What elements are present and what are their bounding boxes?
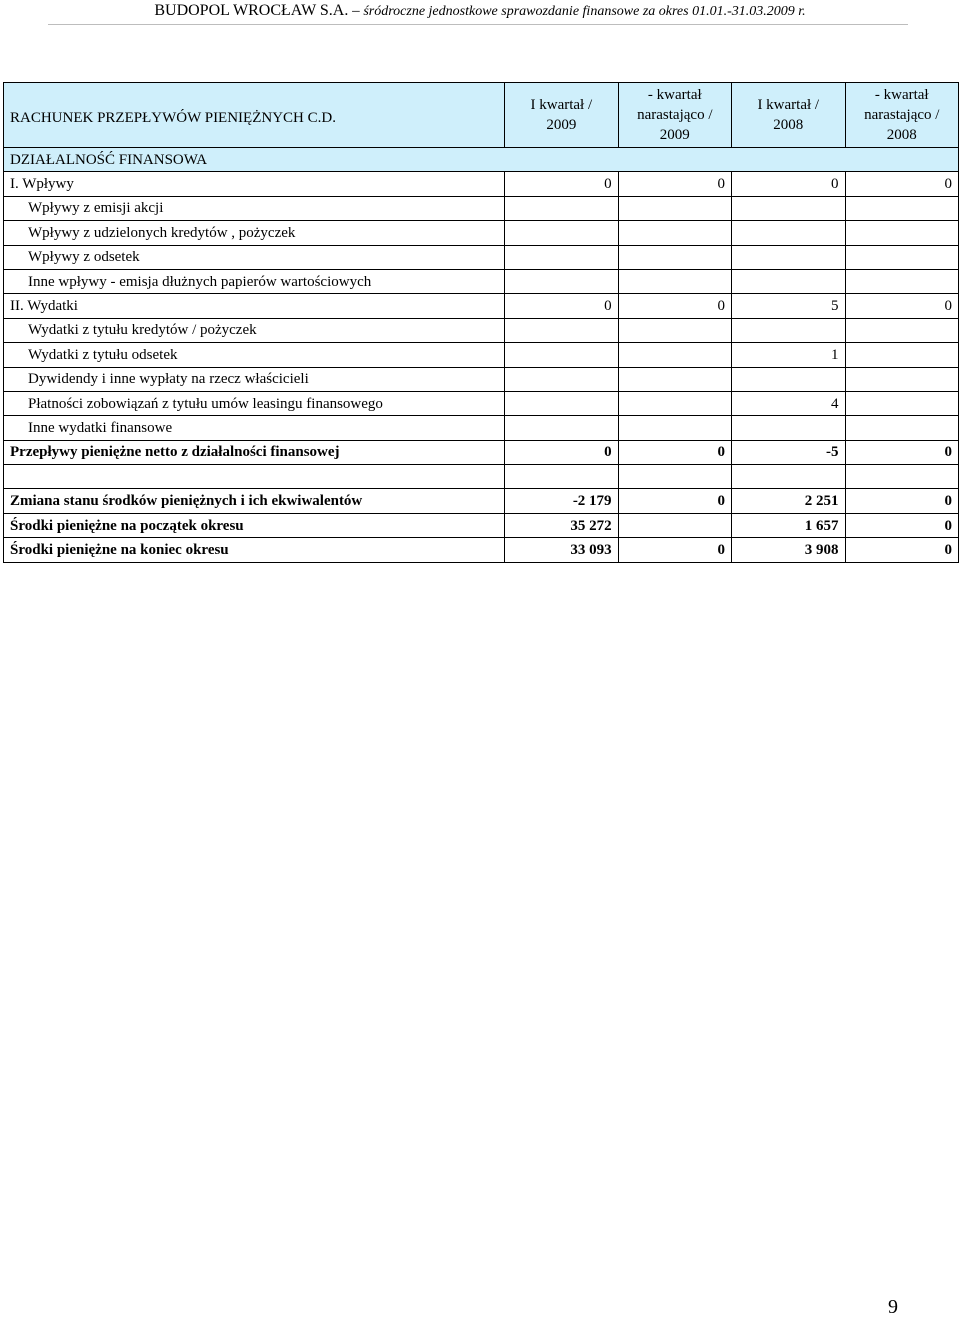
value-cell	[845, 221, 959, 245]
value-cell	[732, 196, 845, 220]
table-row	[4, 294, 959, 318]
value-cell	[618, 343, 731, 367]
value-cell	[732, 245, 845, 269]
value-cell: 0	[618, 294, 731, 318]
value-cell: 1 657	[732, 513, 845, 537]
value-cell: 0	[845, 489, 959, 513]
value-cell	[505, 221, 618, 245]
table-row	[4, 489, 959, 513]
header-separator: –	[352, 3, 360, 19]
value-cell: 0	[505, 440, 618, 464]
value-cell	[505, 245, 618, 269]
row-label: Środki pieniężne na początek okresu	[4, 513, 505, 537]
table-row	[4, 172, 959, 196]
value-cell: 0	[618, 172, 731, 196]
value-cell: 0	[845, 440, 959, 464]
cash-flow-table	[3, 82, 959, 563]
value-cell	[618, 269, 731, 293]
value-cell: 0	[845, 172, 959, 196]
value-cell	[845, 245, 959, 269]
value-cell	[505, 416, 618, 440]
row-label	[4, 465, 505, 489]
table-row	[4, 513, 959, 537]
row-label: Przepływy pieniężne netto z działalności finansowej	[4, 440, 505, 464]
value-cell: 0	[732, 172, 845, 196]
row-label: Wpływy z udzielonych kredytów , pożyczek	[4, 221, 505, 245]
column-header-line: narastająco /	[864, 107, 940, 123]
value-cell	[618, 513, 731, 537]
value-cell: 0	[618, 538, 731, 562]
table-row	[4, 269, 959, 293]
value-cell	[505, 269, 618, 293]
row-label: Wpływy z odsetek	[4, 245, 505, 269]
value-cell	[845, 465, 959, 489]
value-cell	[618, 221, 731, 245]
row-label: Płatności zobowiązań z tytułu umów leasingu finansowego	[4, 391, 505, 415]
table-body	[4, 172, 959, 562]
value-cell	[732, 416, 845, 440]
table-row	[4, 440, 959, 464]
value-cell: 5	[732, 294, 845, 318]
value-cell	[618, 391, 731, 415]
table-row	[4, 343, 959, 367]
value-cell	[732, 465, 845, 489]
value-cell	[505, 465, 618, 489]
value-cell	[732, 367, 845, 391]
table-row	[4, 318, 959, 342]
value-cell	[845, 196, 959, 220]
column-header-line: narastająco /	[637, 107, 713, 123]
value-cell	[732, 269, 845, 293]
section-label: DZIAŁALNOŚĆ FINANSOWA	[4, 148, 959, 172]
table-row	[4, 416, 959, 440]
table-row	[4, 245, 959, 269]
value-cell	[618, 318, 731, 342]
row-label: Inne wydatki finansowe	[4, 416, 505, 440]
table-row	[4, 538, 959, 562]
value-cell: 0	[505, 294, 618, 318]
row-label: Zmiana stanu środków pieniężnych i ich ekwiwalentów	[4, 489, 505, 513]
column-header-line: - kwartał	[647, 87, 702, 103]
table-row	[4, 391, 959, 415]
table-header-row	[4, 83, 959, 148]
page-header	[0, 2, 960, 21]
column-header	[845, 83, 959, 148]
value-cell: 0	[845, 538, 959, 562]
row-label: Wydatki z tytułu odsetek	[4, 343, 505, 367]
row-label: Wpływy z emisji akcji	[4, 196, 505, 220]
column-header-line: 2009	[546, 117, 577, 133]
column-header	[618, 83, 731, 148]
value-cell: 2 251	[732, 489, 845, 513]
value-cell: 0	[618, 440, 731, 464]
value-cell: 0	[618, 489, 731, 513]
value-cell	[618, 367, 731, 391]
column-header-line: 2008	[886, 127, 917, 143]
column-header-line: 2008	[773, 117, 804, 133]
column-header-line: I kwartał /	[757, 97, 820, 113]
value-cell: 4	[732, 391, 845, 415]
value-cell	[505, 343, 618, 367]
value-cell	[732, 221, 845, 245]
value-cell: -2 179	[505, 489, 618, 513]
row-label: I. Wpływy	[4, 172, 505, 196]
table-row	[4, 221, 959, 245]
value-cell: 35 272	[505, 513, 618, 537]
value-cell	[505, 196, 618, 220]
table-title: RACHUNEK PRZEPŁYWÓW PIENIĘŻNYCH C.D.	[4, 83, 505, 148]
row-label: Wydatki z tytułu kredytów / pożyczek	[4, 318, 505, 342]
value-cell: 3 908	[732, 538, 845, 562]
row-label: Inne wpływy - emisja dłużnych papierów wartościowych	[4, 269, 505, 293]
value-cell	[618, 196, 731, 220]
column-header	[505, 83, 618, 148]
row-label: Dywidendy i inne wypłaty na rzecz właścicieli	[4, 367, 505, 391]
value-cell	[845, 367, 959, 391]
value-cell	[505, 391, 618, 415]
value-cell: 33 093	[505, 538, 618, 562]
value-cell	[505, 367, 618, 391]
value-cell: 0	[505, 172, 618, 196]
company-name: BUDOPOL WROCŁAW S.A.	[154, 2, 349, 19]
value-cell	[845, 269, 959, 293]
table-row	[4, 465, 959, 489]
report-subtitle: śródroczne jednostkowe sprawozdanie finansowe za okres 01.01.-31.03.2009 r.	[363, 4, 806, 19]
column-header-line: 2009	[659, 127, 690, 143]
row-label: II. Wydatki	[4, 294, 505, 318]
table-row	[4, 367, 959, 391]
value-cell	[845, 343, 959, 367]
value-cell: -5	[732, 440, 845, 464]
value-cell	[618, 245, 731, 269]
value-cell	[845, 318, 959, 342]
column-header	[732, 83, 845, 148]
value-cell	[618, 465, 731, 489]
value-cell	[505, 318, 618, 342]
page-number: 9	[888, 1296, 898, 1318]
column-header-line: - kwartał	[874, 87, 929, 103]
section-row	[4, 148, 959, 172]
table-row	[4, 196, 959, 220]
value-cell	[618, 416, 731, 440]
value-cell: 0	[845, 513, 959, 537]
value-cell	[732, 318, 845, 342]
row-label: Środki pieniężne na koniec okresu	[4, 538, 505, 562]
column-header-line: I kwartał /	[530, 97, 593, 113]
value-cell	[845, 391, 959, 415]
value-cell: 1	[732, 343, 845, 367]
value-cell: 0	[845, 294, 959, 318]
header-divider	[48, 24, 908, 25]
value-cell	[845, 416, 959, 440]
